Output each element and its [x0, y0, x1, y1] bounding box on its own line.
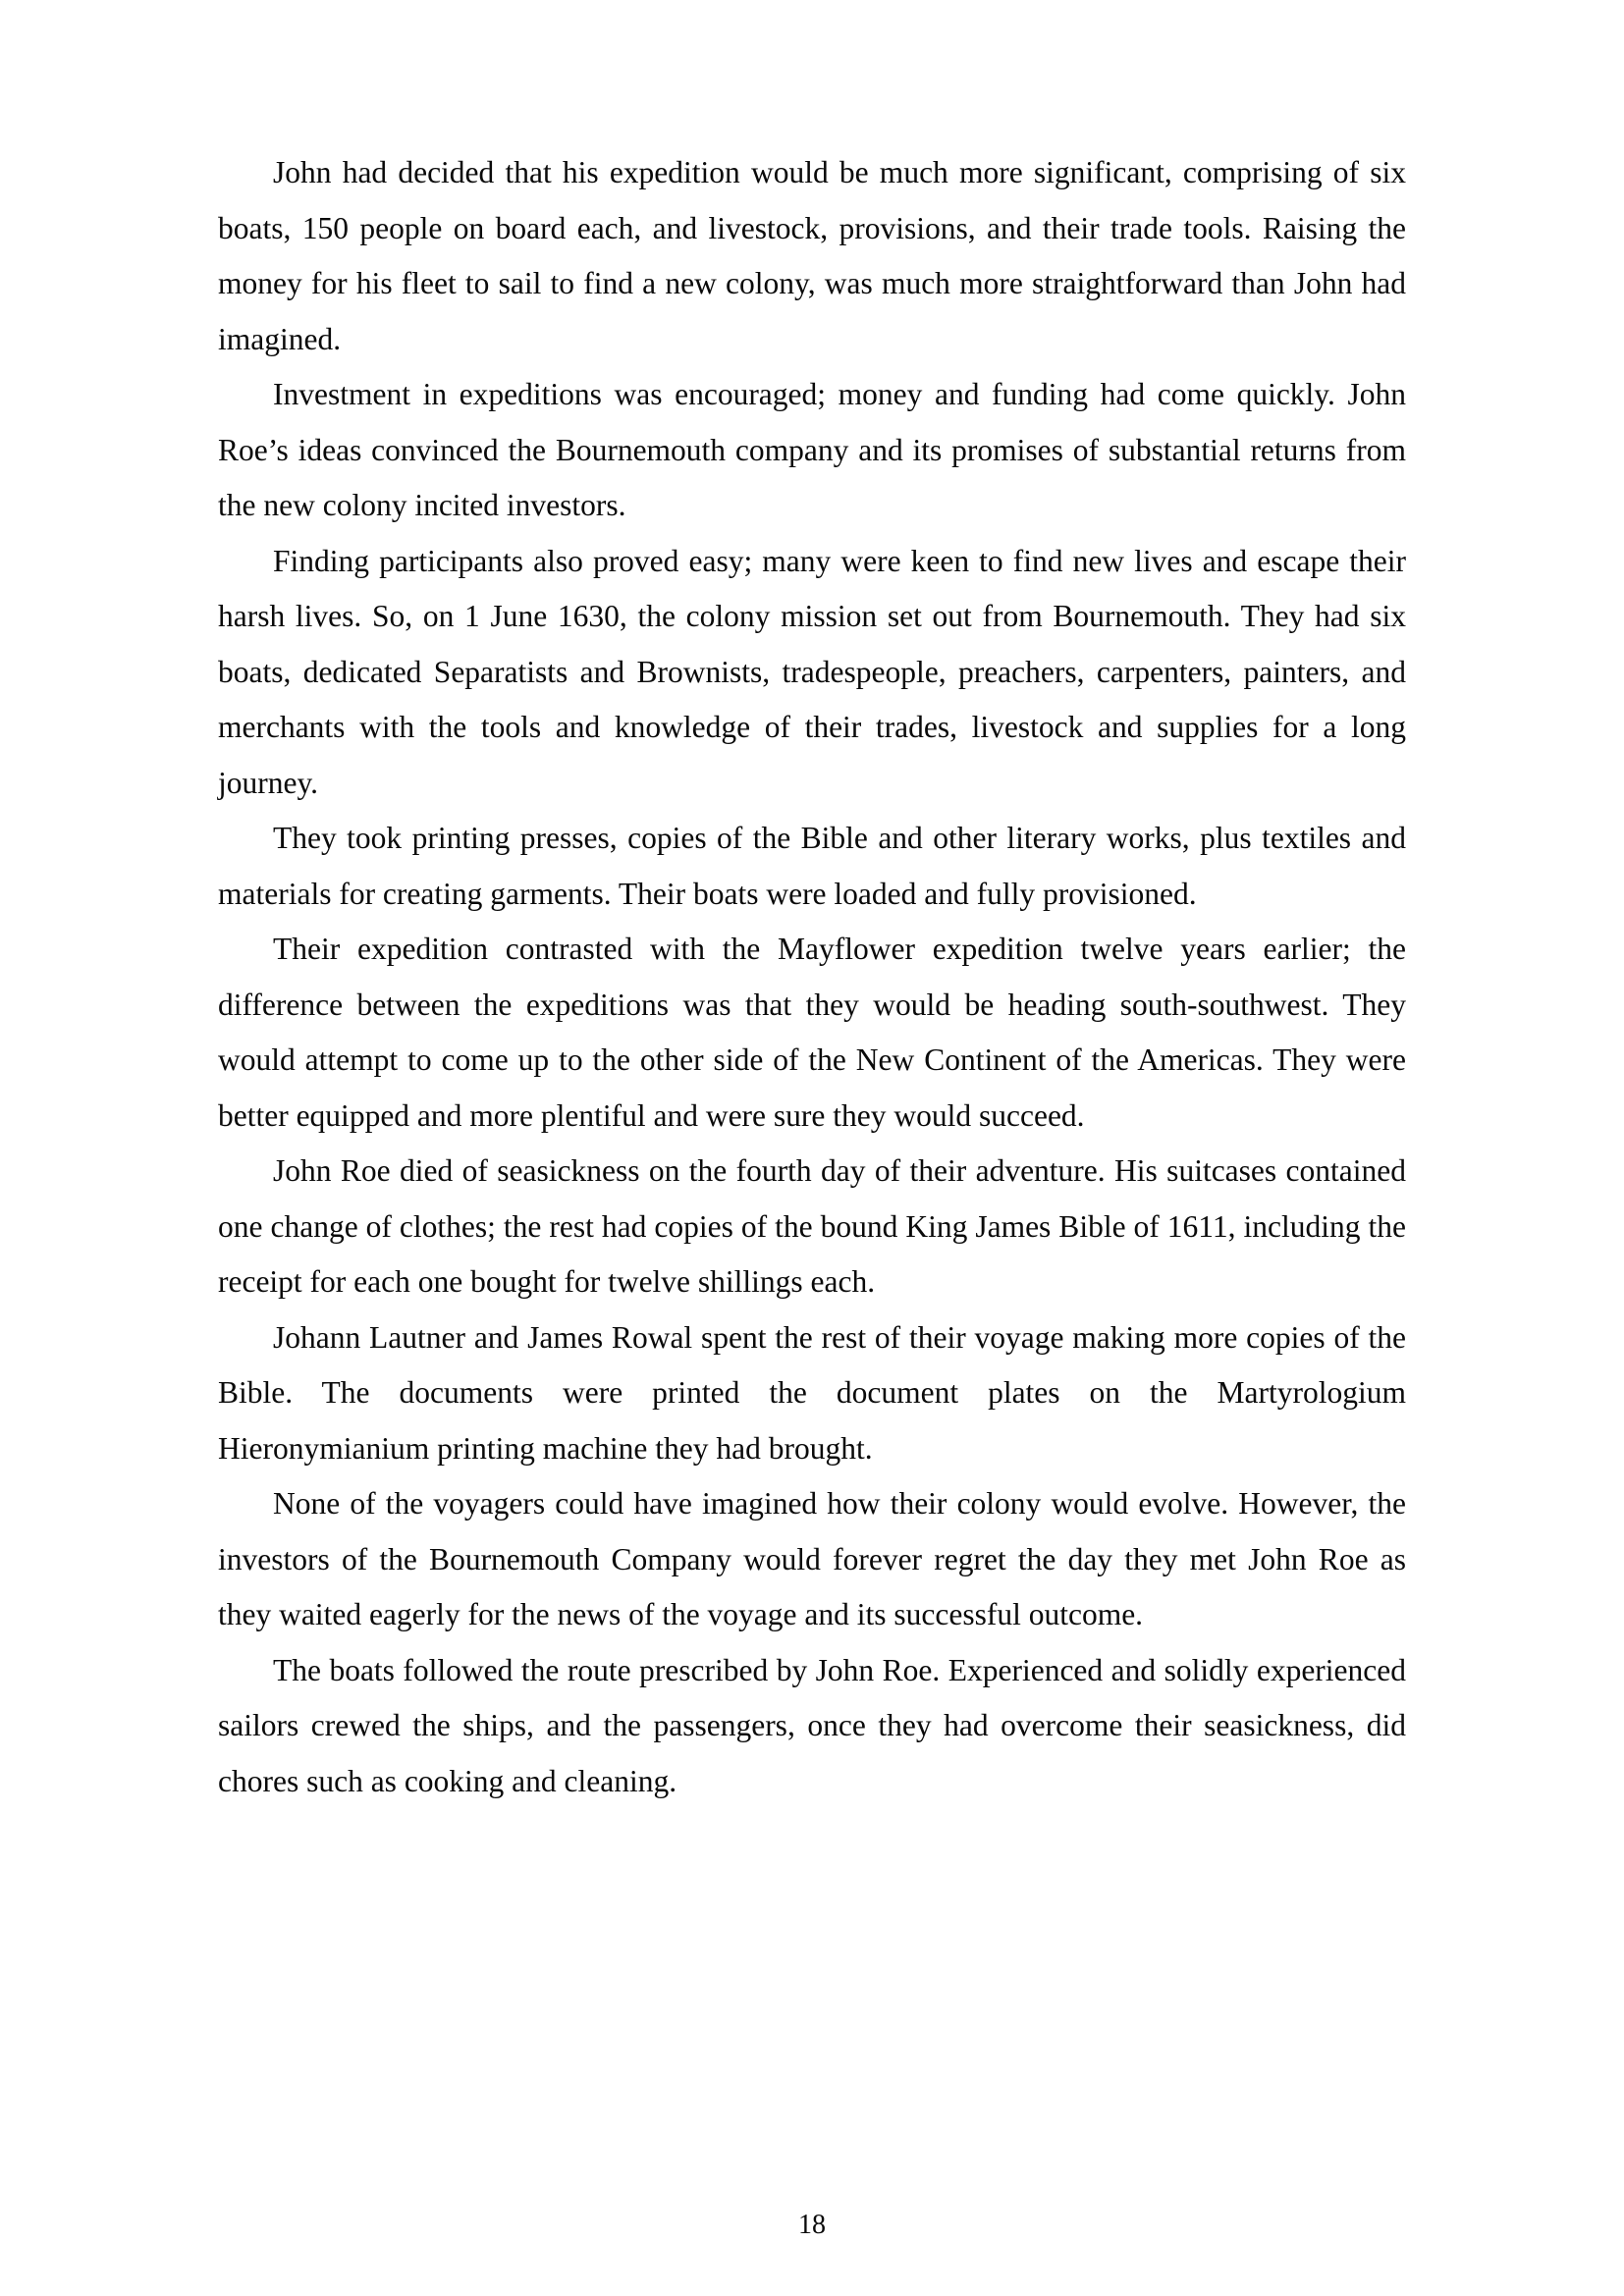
paragraph: John had decided that his expedition would be much more significant, comprising of six boats, 150 people on board each, and livestock, provisions, and their trade tools. Raising the money for his fleet to sail to find a new colony, was much more straightforward than John had imagined. — [218, 155, 1406, 356]
page-body-text — [218, 145, 1406, 1809]
paragraph: Investment in expeditions was encouraged; money and funding had come quickly. John Roe’s ideas convinced the Bournemouth company and its promises of substantial returns from the new colony incited investors. — [218, 377, 1406, 522]
page-number: 18 — [798, 2210, 826, 2240]
paragraph: Johann Lautner and James Rowal spent the rest of their voyage making more copies of the Bible. The documents were printed the document plates on the Martyrologium Hieronymianium printing machine they had brought. — [218, 1319, 1406, 1466]
paragraph: Finding participants also proved easy; many were keen to find new lives and escape their harsh lives. So, on 1 June 1630, the colony mission set out from Bournemouth. They had six boats, dedicated Separatists and Brownists, tradespeople, preachers, carpenters, painters, and merchants with the tools and knowledge of their trades, livestock and supplies for a long journey. — [218, 543, 1406, 800]
paragraph: None of the voyagers could have imagined how their colony would evolve. However, the investors of the Bournemouth Company would forever regret the day they met John Roe as they waited eagerly for the news of the voyage and its successful outcome. — [218, 1486, 1406, 1631]
paragraph: They took printing presses, copies of the Bible and other literary works, plus textiles and materials for creating garments. Their boats were loaded and fully provisioned. — [218, 821, 1406, 911]
paragraph: Their expedition contrasted with the Mayflower expedition twelve years earlier; the difference between the expeditions was that they would be heading south-southwest. They would attempt to come up to the other side of the New Continent of the Americas. They were better equipped and more plentiful and were sure they would succeed. — [218, 932, 1406, 1133]
paragraph: The boats followed the route prescribed by John Roe. Experienced and solidly experienced sailors crewed the ships, and the passengers, once they had overcome their seasickness, did chores such as cooking and cleaning. — [218, 1652, 1406, 1798]
paragraph: John Roe died of seasickness on the fourth day of their adventure. His suitcases contained one change of clothes; the rest had copies of the bound King James Bible of 1611, including the receipt for each one bought for twelve shillings each. — [218, 1153, 1406, 1299]
